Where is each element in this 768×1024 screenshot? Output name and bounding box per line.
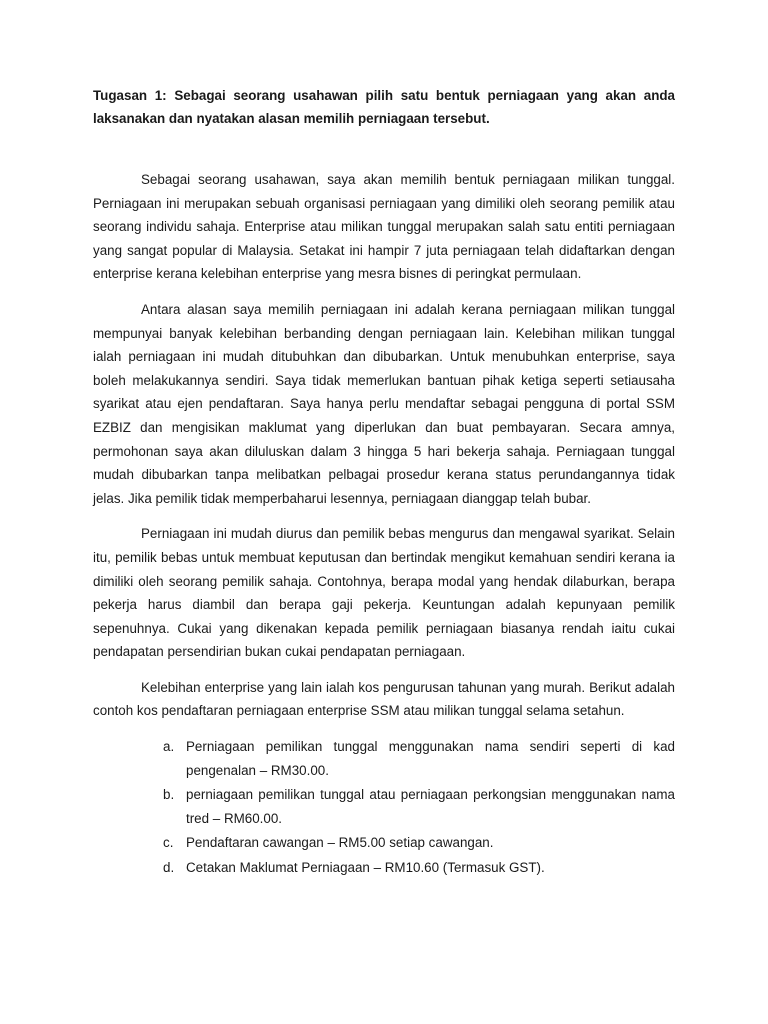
list-item xyxy=(163,856,675,880)
paragraph-intro: Sebagai seorang usahawan, saya akan memilih bentuk perniagaan milikan tunggal. Perniagaan ini merupakan sebuah organisasi perniagaan yang dimiliki oleh seorang pemilik atau seorang individu sahaja. Enterprise atau milikan tunggal merupakan salah satu entiti perniagaan yang sangat popular di Malaysia. Setakat ini hampir 7 juta perniagaan telah didaftarkan dengan enterprise kerana kelebihan enterprise yang mesra bisnes di peringkat permulaan. xyxy=(93,172,675,282)
list-marker: a. xyxy=(163,739,175,755)
list-item-text: Pendaftaran cawangan – RM5.00 setiap cawangan. xyxy=(186,835,494,851)
list-marker: b. xyxy=(163,787,175,803)
list-item xyxy=(163,735,675,782)
document-page xyxy=(93,84,675,881)
fee-list xyxy=(93,735,675,880)
list-item-text: Perniagaan pemilikan tunggal menggunakan nama sendiri seperti di kad pengenalan – RM30.00. xyxy=(186,739,675,778)
list-marker: d. xyxy=(163,860,175,876)
list-item-text: Cetakan Maklumat Perniagaan – RM10.60 (Termasuk GST). xyxy=(186,860,545,876)
paragraph-costs: Kelebihan enterprise yang lain ialah kos pengurusan tahunan yang murah. Berikut adalah contoh kos pendaftaran perniagaan enterprise SSM atau milikan tunggal selama setahun. xyxy=(93,679,675,719)
list-marker: c. xyxy=(163,835,174,851)
task-title: Tugasan 1: Sebagai seorang usahawan pilih satu bentuk perniagaan yang akan anda laksanakan dan nyatakan alasan memilih perniagaan tersebut. xyxy=(93,88,675,126)
list-item-text: perniagaan pemilikan tunggal atau perniagaan perkongsian menggunakan nama tred – RM60.00. xyxy=(186,787,675,826)
list-item xyxy=(163,831,675,855)
list-item xyxy=(163,783,675,830)
paragraph-advantages: Antara alasan saya memilih perniagaan ini adalah kerana perniagaan milikan tunggal mempunyai banyak kelebihan berbanding dengan perniagaan lain. Kelebihan milikan tunggal ialah perniagaan ini mudah ditubuhkan dan dibubarkan. Untuk menubuhkan enterprise, saya boleh melakukannya sendiri. Saya tidak memerlukan bantuan pihak ketiga seperti setiausaha syarikat atau ejen pendaftaran. Saya hanya perlu mendaftar sebagai pengguna di portal SSM EZBIZ dan mengisikan maklumat yang diperlukan dan buat pembayaran. Secara amnya, permohonan saya akan diluluskan dalam 3 hingga 5 hari bekerja sahaja. Perniagaan tunggal mudah dibubarkan tanpa melibatkan pelbagai prosedur kerana status perundangannya tidak jelas. Jika pemilik tidak memperbaharui lesennya, perniagaan dianggap telah bubar. xyxy=(93,301,675,506)
paragraph-management: Perniagaan ini mudah diurus dan pemilik bebas mengurus dan mengawal syarikat. Selain itu, pemilik bebas untuk membuat keputusan dan bertindak mengikut kemahuan sendiri kerana ia dimiliki oleh seorang pemilik sahaja. Contohnya, berapa modal yang hendak dilaburkan, berapa pekerja harus diambil dan berapa gaji pekerja. Keuntungan adalah kepunyaan pemilik sepenuhnya. Cukai yang dikenakan kepada pemilik perniagaan biasanya rendah iaitu cukai pendapatan persendirian bukan cukai pendapatan perniagaan. xyxy=(93,526,675,660)
